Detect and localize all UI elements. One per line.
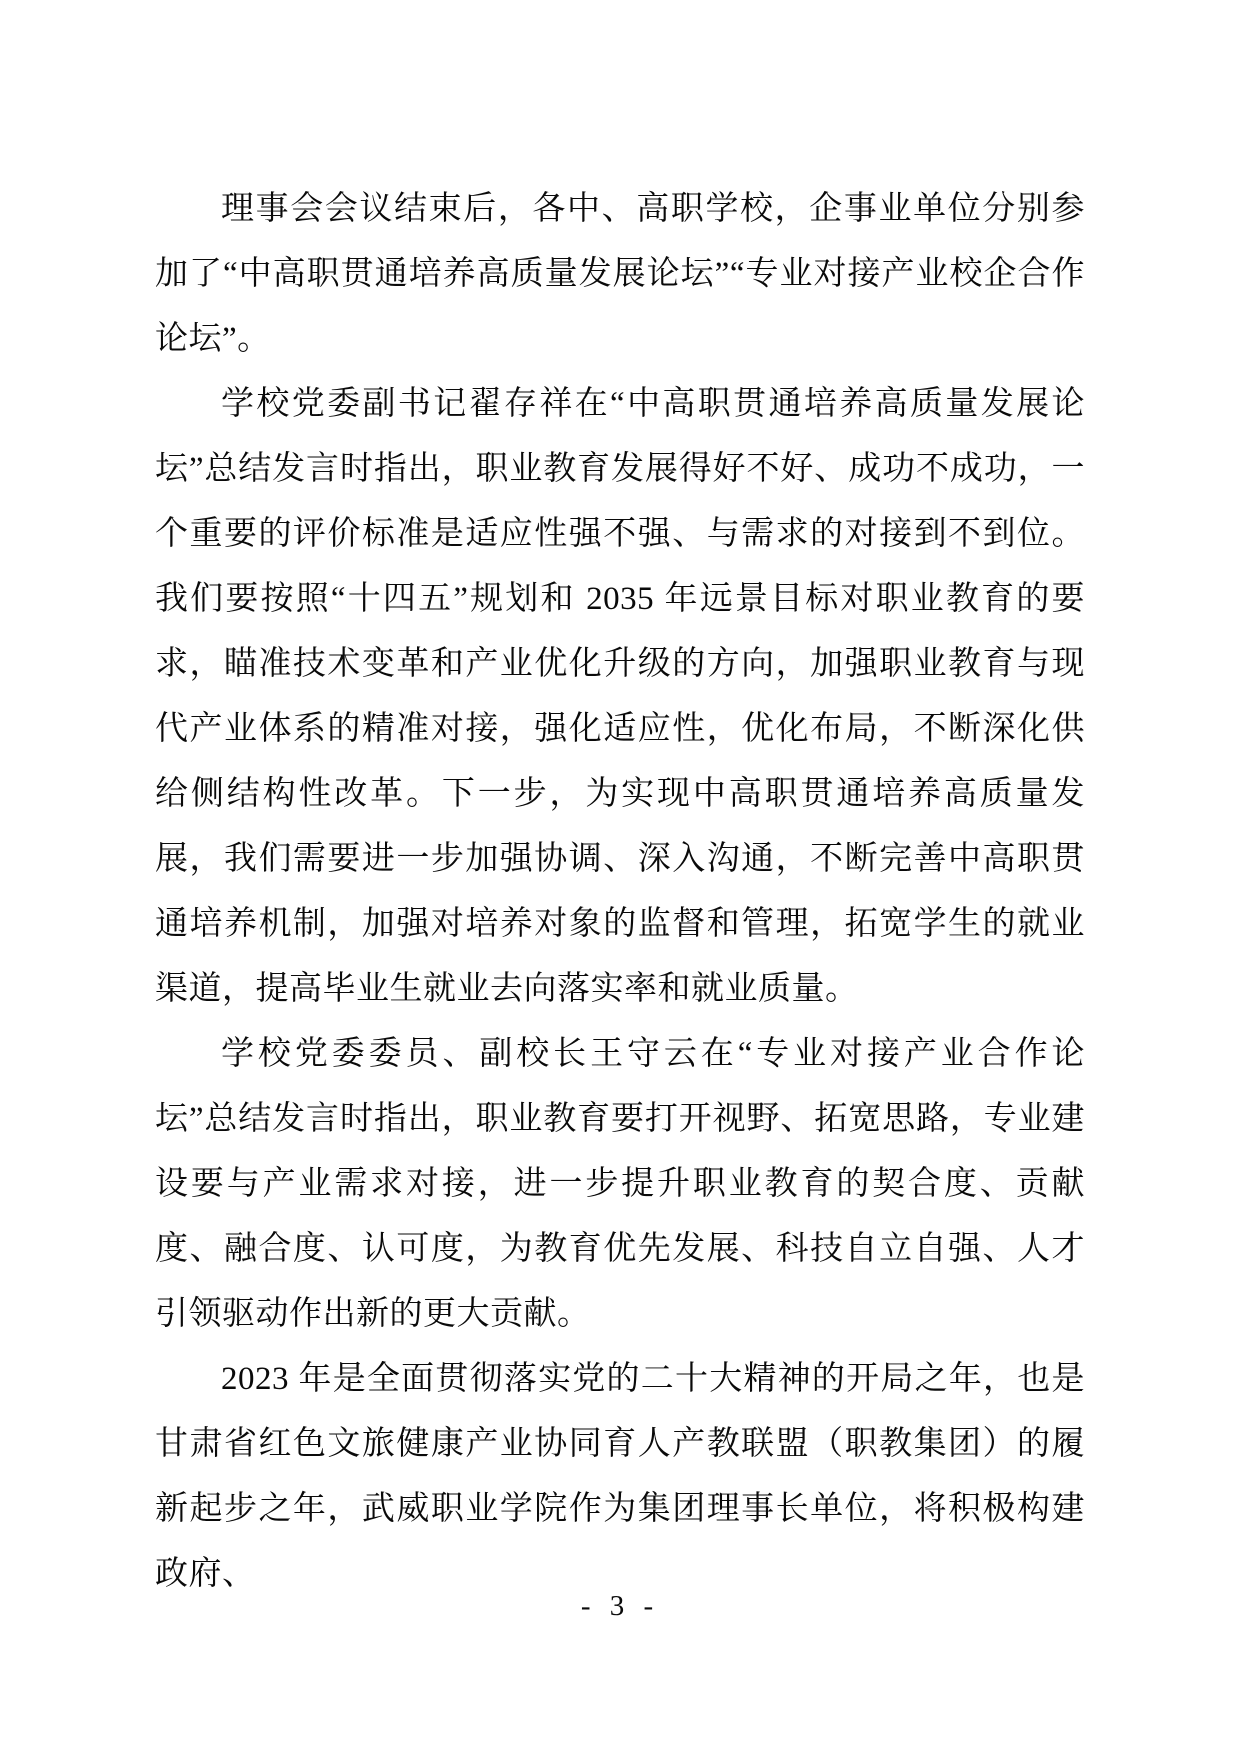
paragraph-wang-shouyun-speech: 学校党委委员、副校长王守云在“专业对接产业合作论坛”总结发言时指出，职业教育要打开视野、拓宽思路，专业建设要与产业需求对接，进一步提升职业教育的契合度、贡献度、融合度、认可度，为教育优先发展、科技自立自强、人才引领驱动作出新的更大贡献。 xyxy=(155,1036,1085,1332)
document-body xyxy=(155,177,1085,1607)
paragraph-2023-outlook: 2023 年是全面贯彻落实党的二十大精神的开局之年，也是甘肃省红色文旅健康产业协同育人产教联盟（职教集团）的履新起步之年，武威职业学院作为集团理事长单位，将积极构建政府、 xyxy=(155,1361,1085,1592)
paragraph-forums-participation: 理事会会议结束后，各中、高职学校，企事业单位分别参加了“中高职贯通培养高质量发展论坛”“专业对接产业校企合作论坛”。 xyxy=(155,191,1085,357)
page-number: - 3 - xyxy=(580,1590,660,1622)
page-footer xyxy=(0,1588,1240,1624)
paragraph-zhai-cunxiang-speech: 学校党委副书记翟存祥在“中高职贯通培养高质量发展论坛”总结发言时指出，职业教育发展得好不好、成功不成功，一个重要的评价标准是适应性强不强、与需求的对接到不到位。我们要按照“十四五”规划和 2035 年远景目标对职业教育的要求，瞄准技术变革和产业优化升级的方向，加强职业教育与现代产业体系的精准对接，强化适应性，优化布局，不断深化供给侧结构性改革。下一步，为实现中高职贯通培养高质量发展，我们需要进一步加强协调、深入沟通，不断完善中高职贯通培养机制，加强对培养对象的监督和管理，拓宽学生的就业渠道，提高毕业生就业去向落实率和就业质量。 xyxy=(155,386,1085,1007)
